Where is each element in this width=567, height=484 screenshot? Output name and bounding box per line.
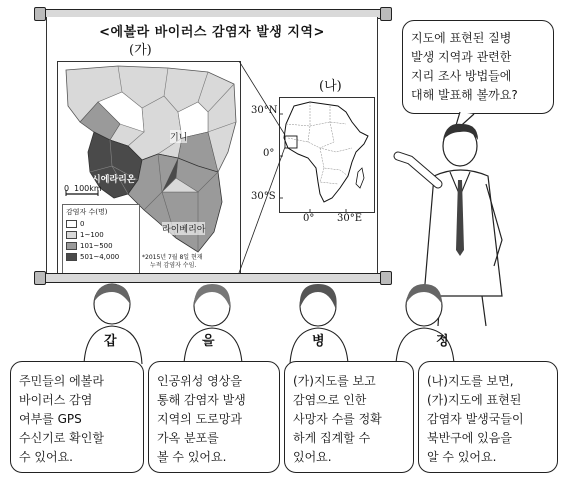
lat-label-30s: 30°S <box>251 191 276 202</box>
student-speech-bubble-jeong <box>418 361 558 473</box>
legend-swatch <box>66 253 77 261</box>
lat-label-0: 0° <box>263 148 275 159</box>
screen-rod-cap-left <box>34 7 46 21</box>
student-name-gap: 갑 <box>104 334 117 349</box>
speech-line: 지역의 도로망과 <box>157 412 242 426</box>
speech-line: 통해 감염자 발생 <box>157 393 246 407</box>
speech-line: 알 수 있어요. <box>427 450 497 464</box>
student-speech-bubble-eul <box>148 361 280 473</box>
speech-line: 북반구에 있음을 <box>427 431 512 445</box>
speech-line: 감염으로 인한 <box>293 393 367 407</box>
legend-item <box>66 229 136 240</box>
map-a <box>57 61 241 275</box>
lon-label-0: 0° <box>303 213 315 224</box>
legend-title: 감염자 수(명) <box>66 208 108 216</box>
legend-item <box>66 251 136 262</box>
place-label-liberia: 라이베리아 <box>162 222 205 235</box>
africa-drawing <box>280 98 374 212</box>
teacher-speech-line: 지도에 표현된 질병 <box>411 31 512 45</box>
speech-line: 수신기로 확인할 <box>19 431 104 445</box>
student-name-byeong: 병 <box>312 334 325 349</box>
inset-connector <box>237 61 289 275</box>
speech-line: 하게 집계할 수 <box>293 431 371 445</box>
place-label-guinea: 기니 <box>170 130 187 143</box>
student-name-jeong: 정 <box>436 334 449 349</box>
speech-line: 바이러스 감염 <box>19 393 93 407</box>
speech-line: 여부를 GPS <box>19 412 82 426</box>
legend-item <box>66 240 136 251</box>
speech-line: 인공위성 영상을 <box>157 374 242 388</box>
map-b <box>279 97 375 213</box>
speech-line: 볼 수 있어요. <box>157 450 227 464</box>
speech-line: 있어요. <box>293 450 332 464</box>
map-a-label: (가) <box>129 43 152 58</box>
map-a-note-1: *2015년 7월 8일 현재 <box>142 254 203 261</box>
legend-swatch <box>66 242 77 250</box>
map-a-legend <box>62 204 140 274</box>
student-speech-bubble-gap <box>10 361 144 473</box>
legend-swatch <box>66 231 77 239</box>
student-name-eul: 을 <box>202 334 215 349</box>
speech-line: 감염자 발생국들이 <box>427 412 524 426</box>
speech-line: 가옥 분포를 <box>157 431 219 445</box>
map-a-note-2: 누적 감염자 수임. <box>150 262 197 269</box>
teacher-speech-line: 대해 발표해 볼까요? <box>411 88 518 102</box>
student-speech-bubble-byeong <box>284 361 414 473</box>
legend-label: 501~4,000 <box>80 252 120 261</box>
legend-label: 101~500 <box>80 241 113 250</box>
students-illustration <box>0 282 567 364</box>
scale-label: 100km <box>74 184 102 193</box>
speech-line: 수 있어요. <box>19 450 73 464</box>
legend-label: 0 <box>80 219 85 228</box>
speech-line: (나)지도를 보면, <box>427 374 514 388</box>
legend-label: 1~100 <box>80 230 104 239</box>
legend-swatch <box>66 220 77 228</box>
lat-label-30n: 30°N <box>251 105 278 116</box>
legend-item <box>66 218 136 229</box>
place-label-sierra-leone: 시에라리온 <box>92 175 136 185</box>
map-b-label: (나) <box>319 79 342 94</box>
teacher-speech-line: 지리 조사 방법들에 <box>411 69 512 83</box>
lon-label-30e: 30°E <box>337 213 363 224</box>
slide-title: <에볼라 바이러스 감염자 발생 지역> <box>99 25 325 40</box>
projection-screen <box>46 17 378 273</box>
speech-line: 사망자 수를 정확 <box>293 412 382 426</box>
screen-rod-cap-right <box>380 7 392 21</box>
teacher-speech-line: 발생 지역과 관련한 <box>411 50 512 64</box>
scale-zero: 0 <box>64 184 70 193</box>
speech-line: (가)지도를 보고 <box>293 374 376 388</box>
speech-line: (가)지도에 표현된 <box>427 393 522 407</box>
speech-line: 주민들의 에볼라 <box>19 374 104 388</box>
